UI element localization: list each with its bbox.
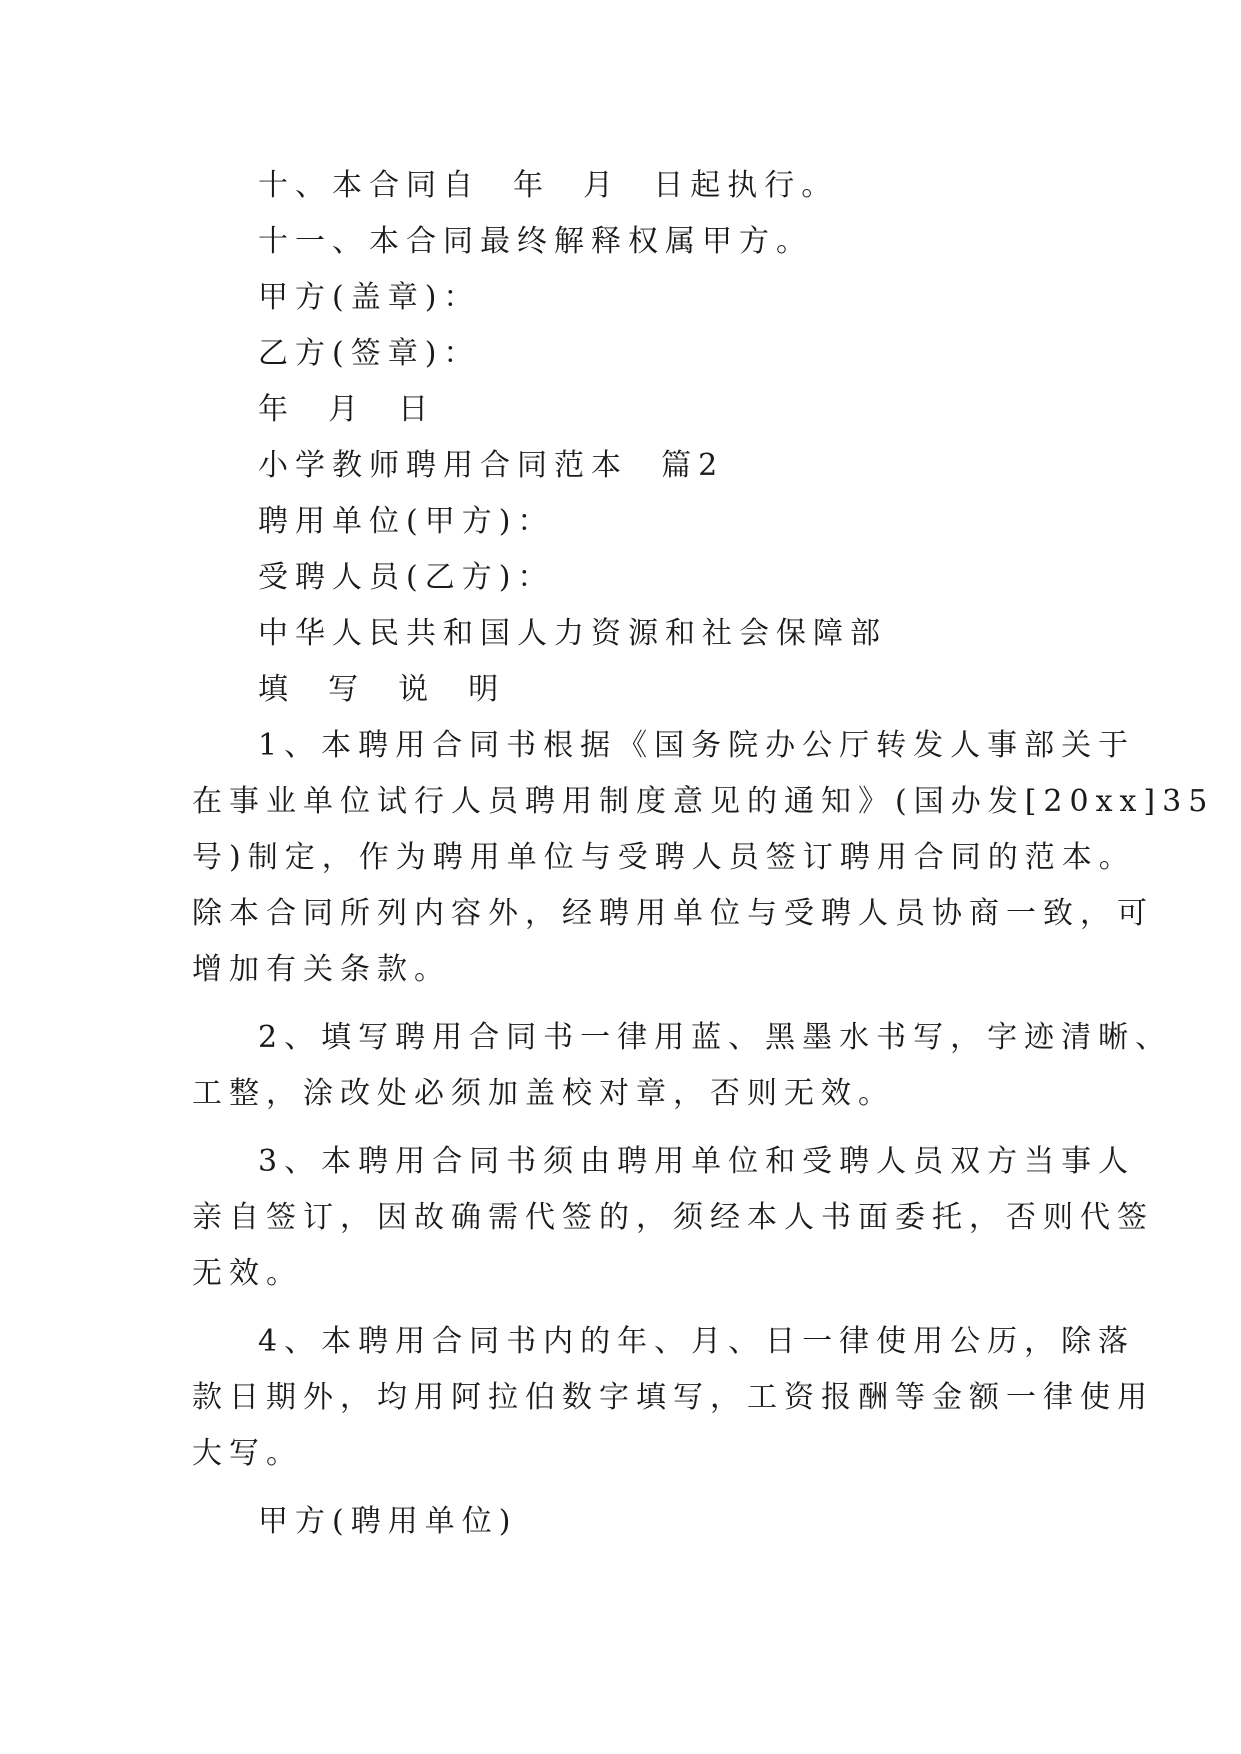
section-title: 小学教师聘用合同范本 篇2 xyxy=(258,448,725,483)
ministry-name: 中华人民共和国人力资源和社会保障部 xyxy=(258,616,887,651)
instruction-1-line-3: 号)制定，作为聘用单位与受聘人员签订聘用合同的范本。 xyxy=(192,840,1136,875)
instruction-3-line-3: 无效。 xyxy=(192,1256,303,1291)
instruction-2-line-2: 工整，涂改处必须加盖校对章，否则无效。 xyxy=(192,1076,895,1111)
clause-10: 十、本合同自 年 月 日起执行。 xyxy=(258,168,839,203)
instruction-2-line-1: 2、填写聘用合同书一律用蓝、黑墨水书写，字迹清晰、 xyxy=(258,1020,1173,1055)
instruction-4-line-1: 4、本聘用合同书内的年、月、日一律使用公历，除落 xyxy=(258,1324,1136,1359)
instruction-1-line-5: 增加有关条款。 xyxy=(192,952,451,987)
instructions-heading: 填 写 说 明 xyxy=(258,672,506,707)
instruction-1-line-4: 除本合同所列内容外，经聘用单位与受聘人员协商一致，可 xyxy=(192,896,1154,931)
instruction-3-line-2: 亲自签订，因故确需代签的，须经本人书面委托，否则代签 xyxy=(192,1200,1154,1235)
instruction-1-line-1: 1、本聘用合同书根据《国务院办公厅转发人事部关于 xyxy=(258,728,1136,763)
party-a-employer-line: 甲方(聘用单位) xyxy=(258,1504,518,1539)
party-b-sign-line: 乙方(签章)： xyxy=(258,336,481,371)
instruction-3-line-1: 3、本聘用合同书须由聘用单位和受聘人员双方当事人 xyxy=(258,1144,1136,1179)
employer-line: 聘用单位(甲方)： xyxy=(258,504,555,539)
employee-line: 受聘人员(乙方)： xyxy=(258,560,555,595)
instruction-4-line-2: 款日期外，均用阿拉伯数字填写，工资报酬等金额一律使用 xyxy=(192,1380,1154,1415)
instruction-1-line-2: 在事业单位试行人员聘用制度意见的通知》(国办发[20xx]35 xyxy=(192,784,1215,819)
clause-11: 十一、本合同最终解释权属甲方。 xyxy=(258,224,813,259)
instruction-4-line-3: 大写。 xyxy=(192,1436,303,1471)
date-line: 年 月 日 xyxy=(258,392,436,427)
party-a-seal-line: 甲方(盖章)： xyxy=(258,280,481,315)
